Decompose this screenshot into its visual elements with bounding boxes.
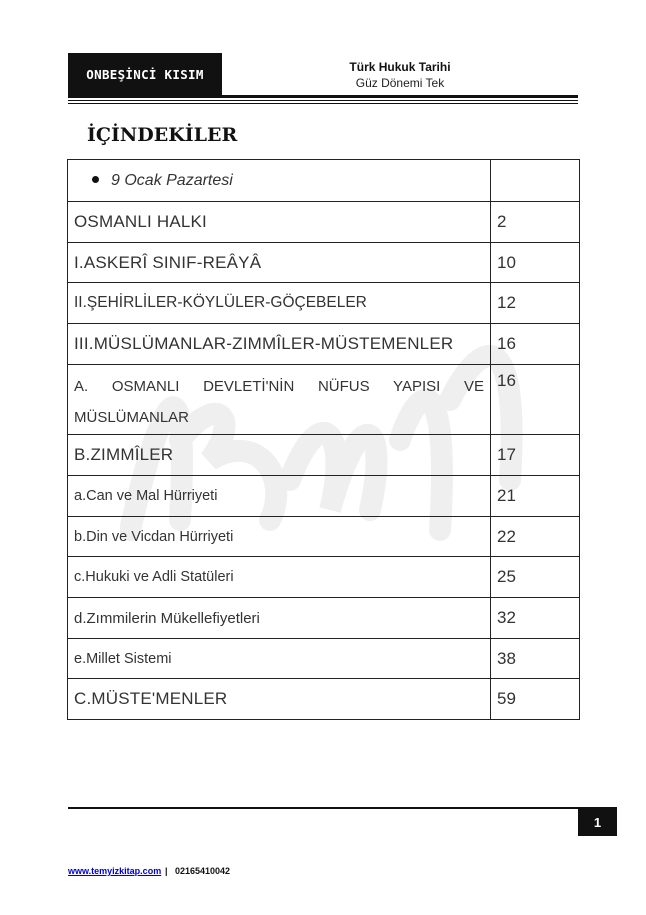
- phone-number: 02165410042: [175, 866, 231, 876]
- toc-row[interactable]: [68, 324, 580, 365]
- toc-heading: İÇİNDEKİLER: [87, 124, 238, 146]
- toc-page: 17: [491, 435, 580, 476]
- toc-page: 32: [491, 598, 580, 639]
- toc-label: A. OSMANLI DEVLETİ'NİN NÜFUS YAPISI VE MÜSLÜMANLAR: [68, 365, 491, 435]
- course-subtitle: Güz Dönemi Tek: [355, 76, 445, 90]
- toc-label: I.ASKERÎ SINIF-REÂYÂ: [68, 243, 491, 283]
- toc-page: 16: [491, 324, 580, 365]
- bullet-icon: [92, 176, 99, 183]
- toc-page: 12: [491, 283, 580, 324]
- toc-row[interactable]: [68, 365, 580, 435]
- toc-label: OSMANLI HALKI: [68, 202, 491, 243]
- footer-separator: |: [165, 866, 168, 876]
- header-rule: [68, 95, 578, 98]
- toc-row[interactable]: [68, 639, 580, 679]
- toc-row[interactable]: [68, 435, 580, 476]
- toc-row[interactable]: [68, 557, 580, 598]
- toc-row[interactable]: [68, 243, 580, 283]
- section-badge: ONBEŞİNCİ KISIM: [68, 53, 222, 95]
- toc-page: 38: [491, 639, 580, 679]
- toc-page: 22: [491, 517, 580, 557]
- toc-page: 59: [491, 679, 580, 720]
- course-title: Türk Hukuk Tarihi: [349, 60, 451, 74]
- toc-label: II.ŞEHİRLİLER-KÖYLÜLER-GÖÇEBELER: [68, 283, 491, 324]
- toc-row[interactable]: [68, 598, 580, 639]
- toc-row[interactable]: [68, 679, 580, 720]
- toc-label: C.MÜSTE'MENLER: [68, 679, 491, 720]
- toc-row[interactable]: [68, 283, 580, 324]
- toc-row[interactable]: [68, 476, 580, 517]
- toc-date: 9 Ocak Pazartesi: [111, 171, 233, 189]
- page-number: 1: [578, 808, 617, 836]
- header-rule-thin-2: [68, 103, 578, 104]
- website-link[interactable]: www.temyizkitap.com: [68, 866, 162, 876]
- toc-label: B.ZIMMÎLER: [68, 435, 491, 476]
- toc-page: 16: [491, 365, 580, 435]
- toc-page: [491, 160, 580, 202]
- header-rule-thin: [68, 100, 578, 101]
- toc-label: a.Can ve Mal Hürriyeti: [68, 476, 491, 517]
- toc-page: 2: [491, 202, 580, 243]
- toc-label: III.MÜSLÜMANLAR-ZIMMÎLER-MÜSTEMENLER: [68, 324, 491, 365]
- toc-label: d.Zımmilerin Mükellefiyetleri: [68, 598, 491, 639]
- toc-label: [68, 160, 491, 202]
- toc-label: e.Millet Sistemi: [68, 639, 491, 679]
- toc-label: c.Hukuki ve Adli Statüleri: [68, 557, 491, 598]
- toc-row[interactable]: [68, 202, 580, 243]
- toc-page: 21: [491, 476, 580, 517]
- toc-row[interactable]: [68, 517, 580, 557]
- toc-label: b.Din ve Vicdan Hürriyeti: [68, 517, 491, 557]
- toc-page: 25: [491, 557, 580, 598]
- toc-table: [67, 159, 580, 720]
- footer-rule: [68, 807, 617, 809]
- toc-page: 10: [491, 243, 580, 283]
- toc-row[interactable]: [68, 160, 580, 202]
